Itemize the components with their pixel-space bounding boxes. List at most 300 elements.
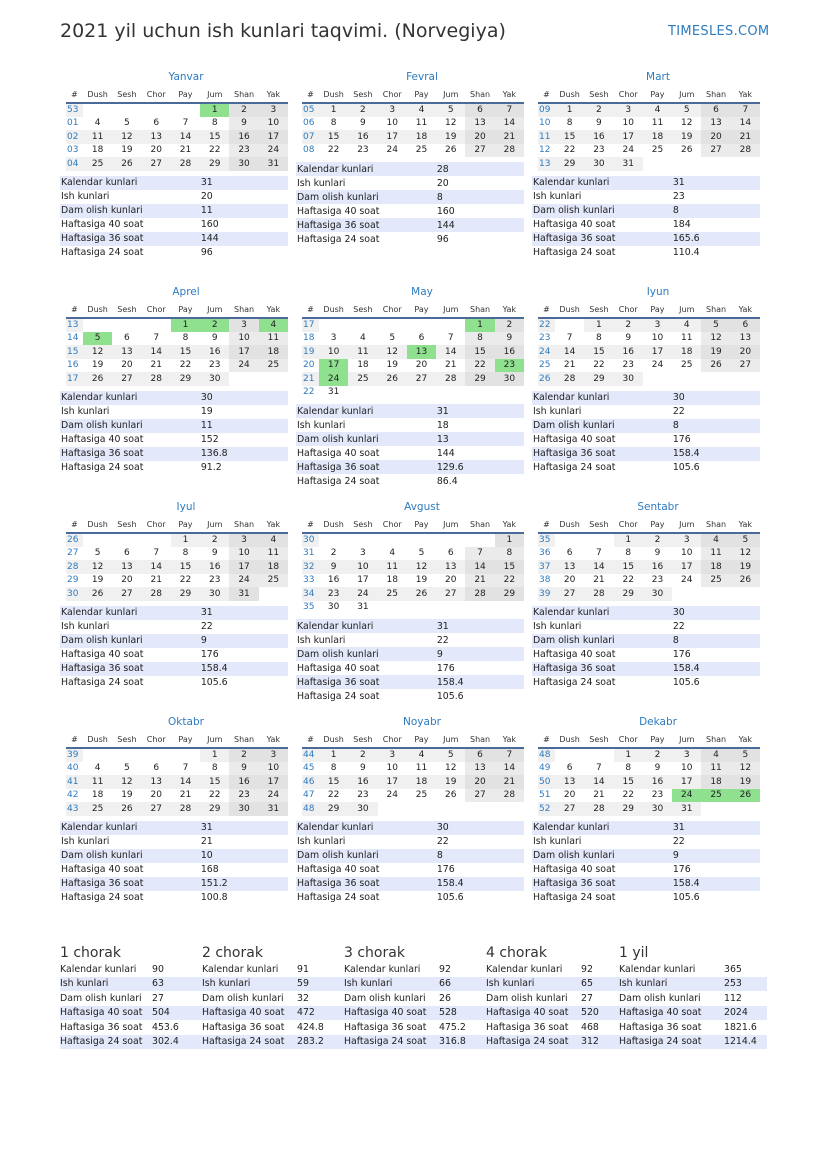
summary-value: 91 [297,963,309,975]
month-block [296,713,524,920]
day-cell: 16 [614,345,643,359]
summary-value: 158.4 [197,662,288,676]
month-calendar-table [538,302,760,386]
day-cell: 1 [465,318,494,332]
week-row [66,117,288,131]
day-cell: 4 [701,533,730,547]
day-cell: 2 [229,748,258,762]
day-cell: 25 [83,157,112,171]
summary-label: Haftasiga 24 soat [60,676,197,690]
day-cell: 14 [142,560,171,574]
summary-row [60,190,288,204]
summary-row [619,1020,767,1035]
summary-value: 144 [433,218,524,232]
summary-value: 184 [669,218,760,232]
week-row [66,130,288,144]
month-calendar-table [302,517,524,614]
day-cell: 17 [229,560,258,574]
week-row [538,587,760,601]
weekday-header: Shan [701,517,730,533]
summary-value: 30 [433,821,524,835]
empty-cell [83,318,112,332]
day-cell: 20 [465,130,494,144]
week-row [66,318,288,332]
month-summary-table [296,404,524,488]
day-cell: 29 [171,587,200,601]
day-cell: 18 [407,130,436,144]
summary-row [60,863,288,877]
summary-value: 31 [197,821,288,835]
week-number: 22 [538,318,555,332]
summary-label: Haftasiga 24 soat [344,1035,439,1050]
day-cell: 8 [596,333,602,344]
day-cell: 17 [378,130,407,144]
week-number: 22 [303,387,315,398]
day-cell: 27 [436,587,465,601]
week-row [66,372,288,386]
day-cell: 25 [415,790,428,801]
summary-row [202,1006,344,1021]
weekday-header: # [538,517,555,533]
weekday-header: Jum [436,87,465,103]
summary-value: 176 [669,648,760,662]
month-name: Avgust [404,501,440,513]
weekday-header: Sesh [112,87,141,103]
empty-cell [407,601,436,615]
week-row [302,601,524,615]
weekday-header: Sesh [348,87,377,103]
summary-row [60,662,288,676]
week-row [66,748,288,762]
day-cell: 29 [584,372,613,386]
day-cell: 10 [386,763,398,774]
day-cell: 11 [415,763,428,774]
day-cell: 8 [182,333,189,344]
day-cell: 3 [229,533,258,547]
weekday-header: # [66,87,83,103]
summary-label: Haftasiga 40 soat [60,863,197,877]
day-cell: 15 [200,775,229,789]
weekday-header: Sesh [584,87,613,103]
summary-row [60,1006,202,1021]
day-cell: 28 [142,372,171,386]
month-block [60,68,288,275]
day-cell: 24 [259,144,288,158]
summary-value: 19 [197,405,288,419]
day-cell: 14 [171,130,200,144]
weekday-header: Yak [259,302,288,318]
week-row [66,547,288,561]
summary-value: 160 [433,204,524,218]
summary-label: Kalendar kunlari [532,176,669,190]
day-cell: 19 [415,575,428,586]
month-summary-table [532,391,760,475]
weekday-header: Yak [259,87,288,103]
summary-value: 86.4 [433,474,524,488]
weekday-header: Sesh [348,517,377,533]
day-cell: 10 [259,762,288,776]
day-cell: 20 [121,575,133,586]
empty-cell [348,533,377,547]
day-cell: 2 [229,103,258,117]
day-cell: 4 [259,318,288,332]
weekday-header: Dush [319,87,348,103]
day-cell: 13 [112,345,141,359]
summary-label: Kalendar kunlari [60,176,197,190]
day-cell: 22 [179,575,192,586]
summary-value: 31 [433,619,524,633]
day-cell: 8 [625,548,632,559]
day-cell: 27 [465,789,494,803]
day-cell: 31 [357,602,369,613]
day-cell: 14 [465,560,494,574]
day-cell: 16 [643,560,672,574]
day-cell: 23 [651,575,664,586]
weekday-header: Jum [672,302,701,318]
summary-value: 22 [669,835,760,849]
summary-label: Dam olish kunlari [532,419,669,433]
day-cell: 12 [701,332,730,346]
summary-label: Kalendar kunlari [60,963,137,975]
week-row [538,359,760,373]
summary-value: 105.6 [669,891,760,905]
day-cell: 5 [124,118,130,129]
day-cell: 25 [701,789,730,803]
week-number: 48 [538,748,555,762]
day-cell: 11 [83,130,112,144]
summary-label: Haftasiga 36 soat [60,662,197,676]
week-number: 02 [66,130,83,144]
weekday-header: Dush [555,302,584,318]
weekday-header: Yak [495,517,524,533]
summary-label: Haftasiga 36 soat [60,1021,143,1033]
day-cell: 14 [495,117,524,131]
week-number: 21 [302,372,319,386]
day-cell: 21 [495,130,524,144]
day-cell: 19 [731,775,760,789]
day-cell: 10 [386,118,398,129]
day-cell: 20 [150,790,162,801]
month-summary-table [60,176,288,260]
day-cell: 5 [731,748,760,762]
weekday-header: Jum [672,732,701,748]
week-number: 28 [66,560,83,574]
summary-value: 316.8 [439,1035,486,1050]
day-cell: 23 [209,360,221,371]
weekday-header: Shan [701,302,730,318]
day-cell: 3 [614,103,643,117]
empty-cell [407,533,436,547]
empty-cell [555,533,584,547]
week-row [302,587,524,601]
day-cell: 1 [319,748,348,762]
day-cell: 17 [357,575,369,586]
day-cell: 3 [643,318,672,332]
empty-cell [259,587,288,601]
day-cell: 2 [584,103,613,117]
empty-cell [407,318,436,332]
weekday-header: Jum [436,732,465,748]
summary-row [60,648,288,662]
summary-row [532,447,760,461]
day-cell: 12 [445,118,457,129]
summary-row [202,991,344,1006]
weekday-header: Chor [142,732,171,748]
week-number: 37 [538,560,555,574]
summary-value: 283.2 [297,1035,344,1050]
day-cell: 6 [153,118,160,129]
day-cell: 24 [672,789,701,803]
week-row [66,144,288,158]
empty-cell [436,601,465,615]
day-cell: 1 [555,103,584,117]
day-cell: 1 [171,533,200,547]
week-number: 36 [539,548,551,559]
day-cell: 4 [672,318,701,332]
day-cell: 27 [731,359,760,373]
summary-row [619,962,767,977]
day-cell: 3 [378,103,407,117]
day-cell: 4 [407,748,436,762]
summary-label: Haftasiga 24 soat [532,246,669,260]
empty-cell [378,601,407,615]
quarter-block [60,944,202,1049]
summary-label: Haftasiga 40 soat [60,433,197,447]
day-cell: 16 [348,775,377,789]
summary-row [60,461,288,475]
day-cell: 23 [495,359,524,373]
summary-value: 151.2 [197,877,288,891]
summary-row [202,1020,344,1035]
month-block [532,498,760,705]
weekday-header: Jum [200,732,229,748]
summary-label: Kalendar kunlari [60,606,197,620]
week-number: 20 [303,360,315,371]
day-cell: 3 [672,533,701,547]
day-cell: 12 [445,763,457,774]
empty-cell [378,533,407,547]
day-cell: 22 [563,145,576,156]
day-cell: 25 [83,802,112,816]
summary-label: Haftasiga 24 soat [202,1035,297,1050]
day-cell: 21 [150,575,162,586]
day-cell: 29 [171,372,200,386]
summary-row [296,404,524,418]
week-row [302,359,524,373]
summary-label: Haftasiga 40 soat [296,446,433,460]
summary-value: 8 [433,190,524,204]
summary-label: Haftasiga 24 soat [532,891,669,905]
day-cell: 15 [200,130,229,144]
week-row [66,802,288,816]
day-cell: 6 [124,333,130,344]
summary-row [296,176,524,190]
week-row [302,117,524,131]
summary-label: Kalendar kunlari [296,162,433,176]
summary-row [296,647,524,661]
week-number: 53 [66,103,83,117]
weekday-header: Chor [378,302,407,318]
weekday-header: # [538,302,555,318]
summary-label: Ish kunlari [60,835,197,849]
summary-value: 63 [152,977,202,992]
day-cell: 3 [259,103,288,117]
summary-row [60,849,288,863]
summary-row [296,821,524,835]
day-cell: 29 [319,802,348,816]
weekday-header: Shan [701,732,730,748]
weekday-header: Dush [555,87,584,103]
summary-row [60,634,288,648]
weekday-header: Pay [171,87,200,103]
day-cell: 18 [386,575,398,586]
day-cell: 9 [360,763,366,774]
summary-label: Dam olish kunlari [296,432,433,446]
month-calendar-table [66,302,288,386]
day-cell: 17 [672,775,701,789]
empty-cell [672,157,701,171]
day-cell: 14 [436,345,465,359]
summary-label: Haftasiga 36 soat [60,447,197,461]
quarter-title: 1 yil [619,945,649,961]
day-cell: 28 [731,144,760,158]
summary-row [296,446,524,460]
day-cell: 9 [229,117,258,131]
quarter-title: 2 chorak [202,945,263,961]
empty-cell [112,748,141,762]
day-cell: 14 [171,775,200,789]
day-cell: 24 [229,359,258,373]
day-cell: 23 [622,360,634,371]
day-cell: 7 [153,333,160,344]
empty-cell [378,386,407,400]
summary-row [486,991,619,1006]
week-number: 30 [302,533,319,547]
day-cell: 19 [436,775,465,789]
day-cell: 24 [229,574,258,588]
day-cell: 6 [701,103,730,117]
week-row [66,762,288,776]
week-row [66,560,288,574]
day-cell: 23 [651,790,664,801]
summary-row [532,849,760,863]
week-row [538,332,760,346]
summary-row [60,676,288,690]
summary-label: Haftasiga 24 soat [296,891,433,905]
summary-label: Haftasiga 24 soat [532,676,669,690]
month-summary-table [296,821,524,905]
day-cell: 1 [319,103,348,117]
day-cell: 22 [465,359,494,373]
day-cell: 10 [229,332,258,346]
summary-value: 176 [433,863,524,877]
day-cell: 15 [171,560,200,574]
day-cell: 5 [124,763,130,774]
summary-value: 158.4 [669,447,760,461]
day-cell: 27 [555,587,584,601]
month-name: Yanvar [168,71,204,83]
day-cell: 16 [200,560,229,574]
summary-value: 136.8 [197,447,288,461]
day-cell: 14 [731,117,760,131]
weekday-header: Dush [83,732,112,748]
summary-label: Kalendar kunlari [60,391,197,405]
weekday-header: Shan [229,517,258,533]
week-row [66,533,288,547]
day-cell: 16 [495,345,524,359]
summary-value: 1214.4 [724,1035,767,1050]
day-cell: 1 [495,533,524,547]
week-row [302,372,524,386]
weekday-header: Dush [83,87,112,103]
empty-cell [465,533,494,547]
summary-label: Dam olish kunlari [60,419,197,433]
week-number: 47 [303,790,315,801]
empty-cell [142,103,171,117]
day-cell: 6 [153,763,160,774]
summary-label: Haftasiga 24 soat [60,891,197,905]
summary-value: 160 [197,218,288,232]
summary-label: Dam olish kunlari [532,204,669,218]
month-summary-table [532,821,760,905]
day-cell: 30 [643,802,672,816]
weekday-header: Sesh [112,302,141,318]
week-number: 31 [303,548,315,559]
summary-row [532,433,760,447]
day-cell: 11 [681,333,693,344]
weekday-header: Chor [142,517,171,533]
summary-label: Ish kunlari [60,977,152,992]
empty-cell [731,372,760,386]
week-row [66,587,288,601]
day-cell: 27 [701,144,730,158]
week-row [538,117,760,131]
day-cell: 26 [445,790,457,801]
empty-cell [378,318,407,332]
day-cell: 11 [259,547,288,561]
summary-row [60,835,288,849]
empty-cell [731,802,760,816]
weekday-header: Pay [407,302,436,318]
summary-row [60,433,288,447]
weekday-header: # [66,517,83,533]
day-cell: 25 [259,574,288,588]
weekday-header: Sesh [584,302,613,318]
summary-label: Haftasiga 40 soat [60,218,197,232]
day-cell: 23 [319,587,348,601]
empty-cell [701,372,730,386]
day-cell: 1 [584,318,613,332]
month-calendar-table [66,517,288,601]
weekday-header: Jum [672,87,701,103]
brand-link[interactable]: TIMESLES.COM [668,24,770,39]
week-number: 44 [302,748,319,762]
day-cell: 20 [731,345,760,359]
day-cell: 5 [94,548,101,559]
summary-row [532,648,760,662]
week-row [538,762,760,776]
summary-value: 59 [297,977,344,992]
summary-row [60,877,288,891]
day-cell: 28 [436,372,465,386]
summary-label: Ish kunlari [60,405,197,419]
summary-value: 475.2 [439,1021,466,1033]
day-cell: 16 [229,130,258,144]
weekday-header: Chor [142,87,171,103]
summary-row [60,391,288,405]
summary-label: Dam olish kunlari [296,190,433,204]
day-cell: 3 [378,748,407,762]
